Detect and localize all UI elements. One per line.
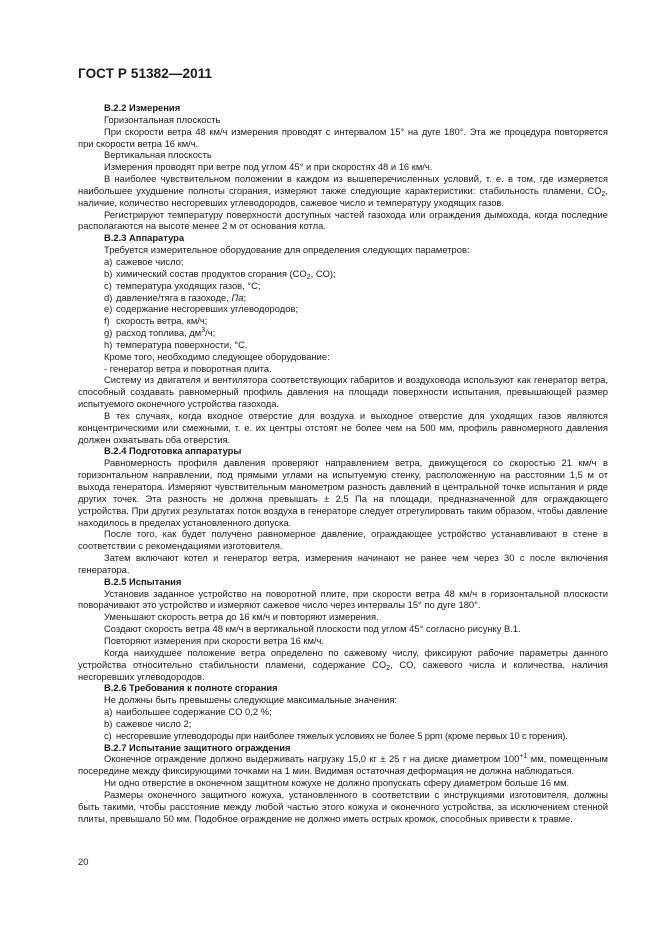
section-heading-b23: В.2.3 Аппаратура — [104, 232, 185, 244]
list-marker: c) — [104, 729, 112, 741]
italic-unit: Па — [231, 291, 244, 303]
document-header: ГОСТ Р 51382—2011 — [78, 66, 213, 81]
list-text: содержание несгоревших углеводородов; — [116, 303, 299, 315]
document-body — [78, 102, 608, 824]
list-text: ; — [243, 291, 247, 303]
text-fragment: Когда наихудшее положение ветра определено по сажевому числу, фиксируют рабочие параметры данного устройства относительно стабильности пламени, содержание CO — [78, 646, 608, 670]
subscript: 2 — [601, 190, 606, 198]
list-marker: c) — [104, 279, 112, 291]
additional-equipment-item: - генератор ветра и поворотная плита. — [104, 362, 272, 374]
list-marker: b) — [104, 717, 113, 729]
guard-dimensions-paragraph: Размеры оконечного защитного кожуха, установленного в соответствии с инструкциями изготовителя, должны быть такими, чтобы расстояние между любой частью этого кожуха и оконечного устройства, за исключением стенной плиты, превышало 50 мм. Подобное ограждение не должно иметь острых кромок, способных привести к травме. — [78, 788, 608, 824]
list-item — [78, 256, 608, 268]
text-fragment: , наличие, количество несгоревших углеводородов, сажевое число и температуру уходящих газов. — [78, 184, 608, 208]
list-marker: g) — [104, 327, 113, 339]
combustion-requirements-intro: Не должны быть превышены следующие максимальные значения: — [104, 694, 398, 706]
list-text: наибольшее содержание CO 0,2 %; — [116, 706, 272, 718]
device-installation-paragraph: После того, как будет получено равномерное давление, ограждающее устройство устанавливают в стене в соответствии с рекомендациями изготовителя. — [78, 528, 608, 552]
guard-load-paragraph — [78, 753, 608, 777]
start-measurements-paragraph: Затем включают котел и генератор ветра, измерения начинают не ранее чем через 30 с после включения генератора. — [78, 552, 608, 575]
pressure-profile-paragraph: Равномерность профиля давления проверяют направлением ветра, движущегося со скоростью 21 км/ч в горизонтальном направлении, под прямыми углами на испытуемую стенку, расположенную на расстоянии 1,5 м от выхода генератора. Измеряют чувствительным манометром разность давлений в центральной точке испытания и ряде других точек. Эта разность не должна превышать ± 2,5 Па на площади, предназначенной для ограждающего устройства. При других результатах поток воздуха в генераторе следует отрегулировать таким образом, чтобы давление находилось в пределах установленного допуска. — [78, 457, 608, 528]
text-fragment: мм, помещенным посередине между фиксирующими точками на 1 мин. Видимая остаточная деформация не должна наблюдаться. — [78, 753, 609, 777]
tests-paragraph-5 — [78, 647, 608, 683]
list-item — [78, 280, 608, 292]
tests-paragraph-4: Повторяют измерения при скорости ветра 16 км/ч. — [104, 634, 325, 646]
list-text: сажевое число; — [116, 255, 184, 267]
list-text: давление/тяга в газоходе, — [116, 291, 232, 303]
text-fragment: Оконечное ограждение должно выдерживать нагрузку 15,0 кг ± 25 г на диске диаметром 100 — [104, 753, 520, 765]
list-marker: b) — [104, 267, 113, 279]
tests-paragraph-2: Уменьшают скорость ветра до 16 км/ч и повторяют измерения. — [104, 611, 379, 623]
section-heading-b27: В.2.7 Испытание защитного ограждения — [104, 741, 291, 753]
subscript: 2 — [306, 273, 311, 281]
list-item — [78, 327, 608, 339]
vertical-plane-label: Вертикальная плоскость — [104, 149, 212, 161]
text-fragment: , CO, сажевого числа и количества, наличия несгоревших углеводородов. — [78, 658, 608, 682]
list-text: /ч; — [205, 327, 216, 339]
list-item — [78, 730, 608, 742]
list-marker: f) — [104, 315, 110, 327]
list-text: температура уходящих газов, °С; — [116, 279, 261, 291]
guard-opening-paragraph: Ни одно отверстие в оконечном защитном кожухе не должно пропускать сферу диаметром больше 16 мм. — [104, 777, 570, 789]
tests-paragraph-1: Установив заданное устройство на поворотной плите, при скорости ветра 48 км/ч в горизонтальной плоскости поворачивают это устройство и измеряют сажевое число через интервалы 15° по дуге 180°. — [78, 587, 608, 611]
list-item — [78, 706, 608, 718]
list-item — [78, 339, 608, 351]
tests-paragraph-3: Создают скорость ветра 48 км/ч в вертикальной плоскости под углом 45° согласно рисунку В.1. — [104, 623, 521, 635]
list-text: сажевое число 2; — [116, 717, 192, 729]
list-marker: a) — [104, 255, 113, 267]
list-text: расход топлива, дм — [116, 327, 202, 339]
list-text: скорость ветра, км/ч; — [116, 315, 208, 327]
register-temperature-paragraph: Регистрируют температуру поверхности доступных частей газохода или ограждения дымохода, когда последние располагаются на высоте менее 2 м от основания котла. — [78, 208, 608, 232]
horizontal-plane-label: Горизонтальная плоскость — [104, 113, 221, 125]
page-number: 20 — [78, 856, 89, 867]
section-heading-b22: В.2.2 Измерения — [104, 102, 181, 113]
apparatus-intro: Требуется измерительное оборудование для определения следующих параметров: — [104, 244, 470, 256]
superscript: 3 — [201, 327, 206, 335]
list-text: химический состав продуктов сгорания (CO — [116, 267, 307, 279]
list-marker: a) — [104, 706, 113, 718]
list-item — [78, 268, 608, 280]
section-heading-b24: В.2.4 Подготовка аппаратуры — [104, 445, 242, 457]
section-heading-b26: В.2.6 Требования к полноте сгорания — [104, 682, 278, 694]
list-text: , CO); — [310, 267, 336, 279]
superscript: +1 — [519, 753, 528, 761]
text-fragment: В наиболее чувствительном положении в каждом из вышеперечисленных условий, т. е. в том, где измеряется наибольшее ухудшение полноты сгорания, измеряют также следующие характеристики: стабильность пламени, CO — [78, 173, 608, 196]
list-text: несгоревшие углеводороды при наиболее тяжелых условиях не более 5 ppm (кроме первых 10 с горения). — [116, 729, 568, 741]
vertical-plane-text: Измерения проводят при ветре под углом 45° и при скоростях 48 и 16 км/ч. — [104, 161, 433, 173]
list-item — [78, 292, 608, 304]
horizontal-plane-text: При скорости ветра 48 км/ч измерения проводят с интервалом 15° на дуге 180°. Эта же процедура повторяется при скорости ветра 16 км/ч. — [78, 125, 608, 149]
section-heading-b25: В.2.5 Испытания — [104, 575, 182, 587]
additional-equipment-intro: Кроме того, необходимо следующее оборудование: — [104, 350, 330, 362]
list-marker: e) — [104, 303, 113, 315]
list-item — [78, 718, 608, 730]
list-item — [78, 315, 608, 327]
list-marker: d) — [104, 291, 113, 303]
subscript: 2 — [386, 664, 391, 672]
list-marker: h) — [104, 338, 113, 350]
concentric-openings-paragraph: В тех случаях, когда входное отверстие для воздуха и выходное отверстие для уходящих газов являются концентрическими или смежными, т. е. их центры отстоят не более чем на 500 мм, профиль равномерного давления должен охватывать оба отверстия. — [78, 409, 608, 445]
sensitive-position-paragraph — [78, 173, 608, 209]
wind-generator-paragraph: Систему из двигателя и вентилятора соответствующих габаритов и воздуховода используют как генератор ветра, способный создавать равномерный профиль давления на площади поверхности испытания, превышающей размер испытуемого оконечного устройства газохода. — [78, 374, 608, 410]
list-text: температура поверхности, °С. — [116, 338, 248, 350]
list-item — [78, 303, 608, 315]
